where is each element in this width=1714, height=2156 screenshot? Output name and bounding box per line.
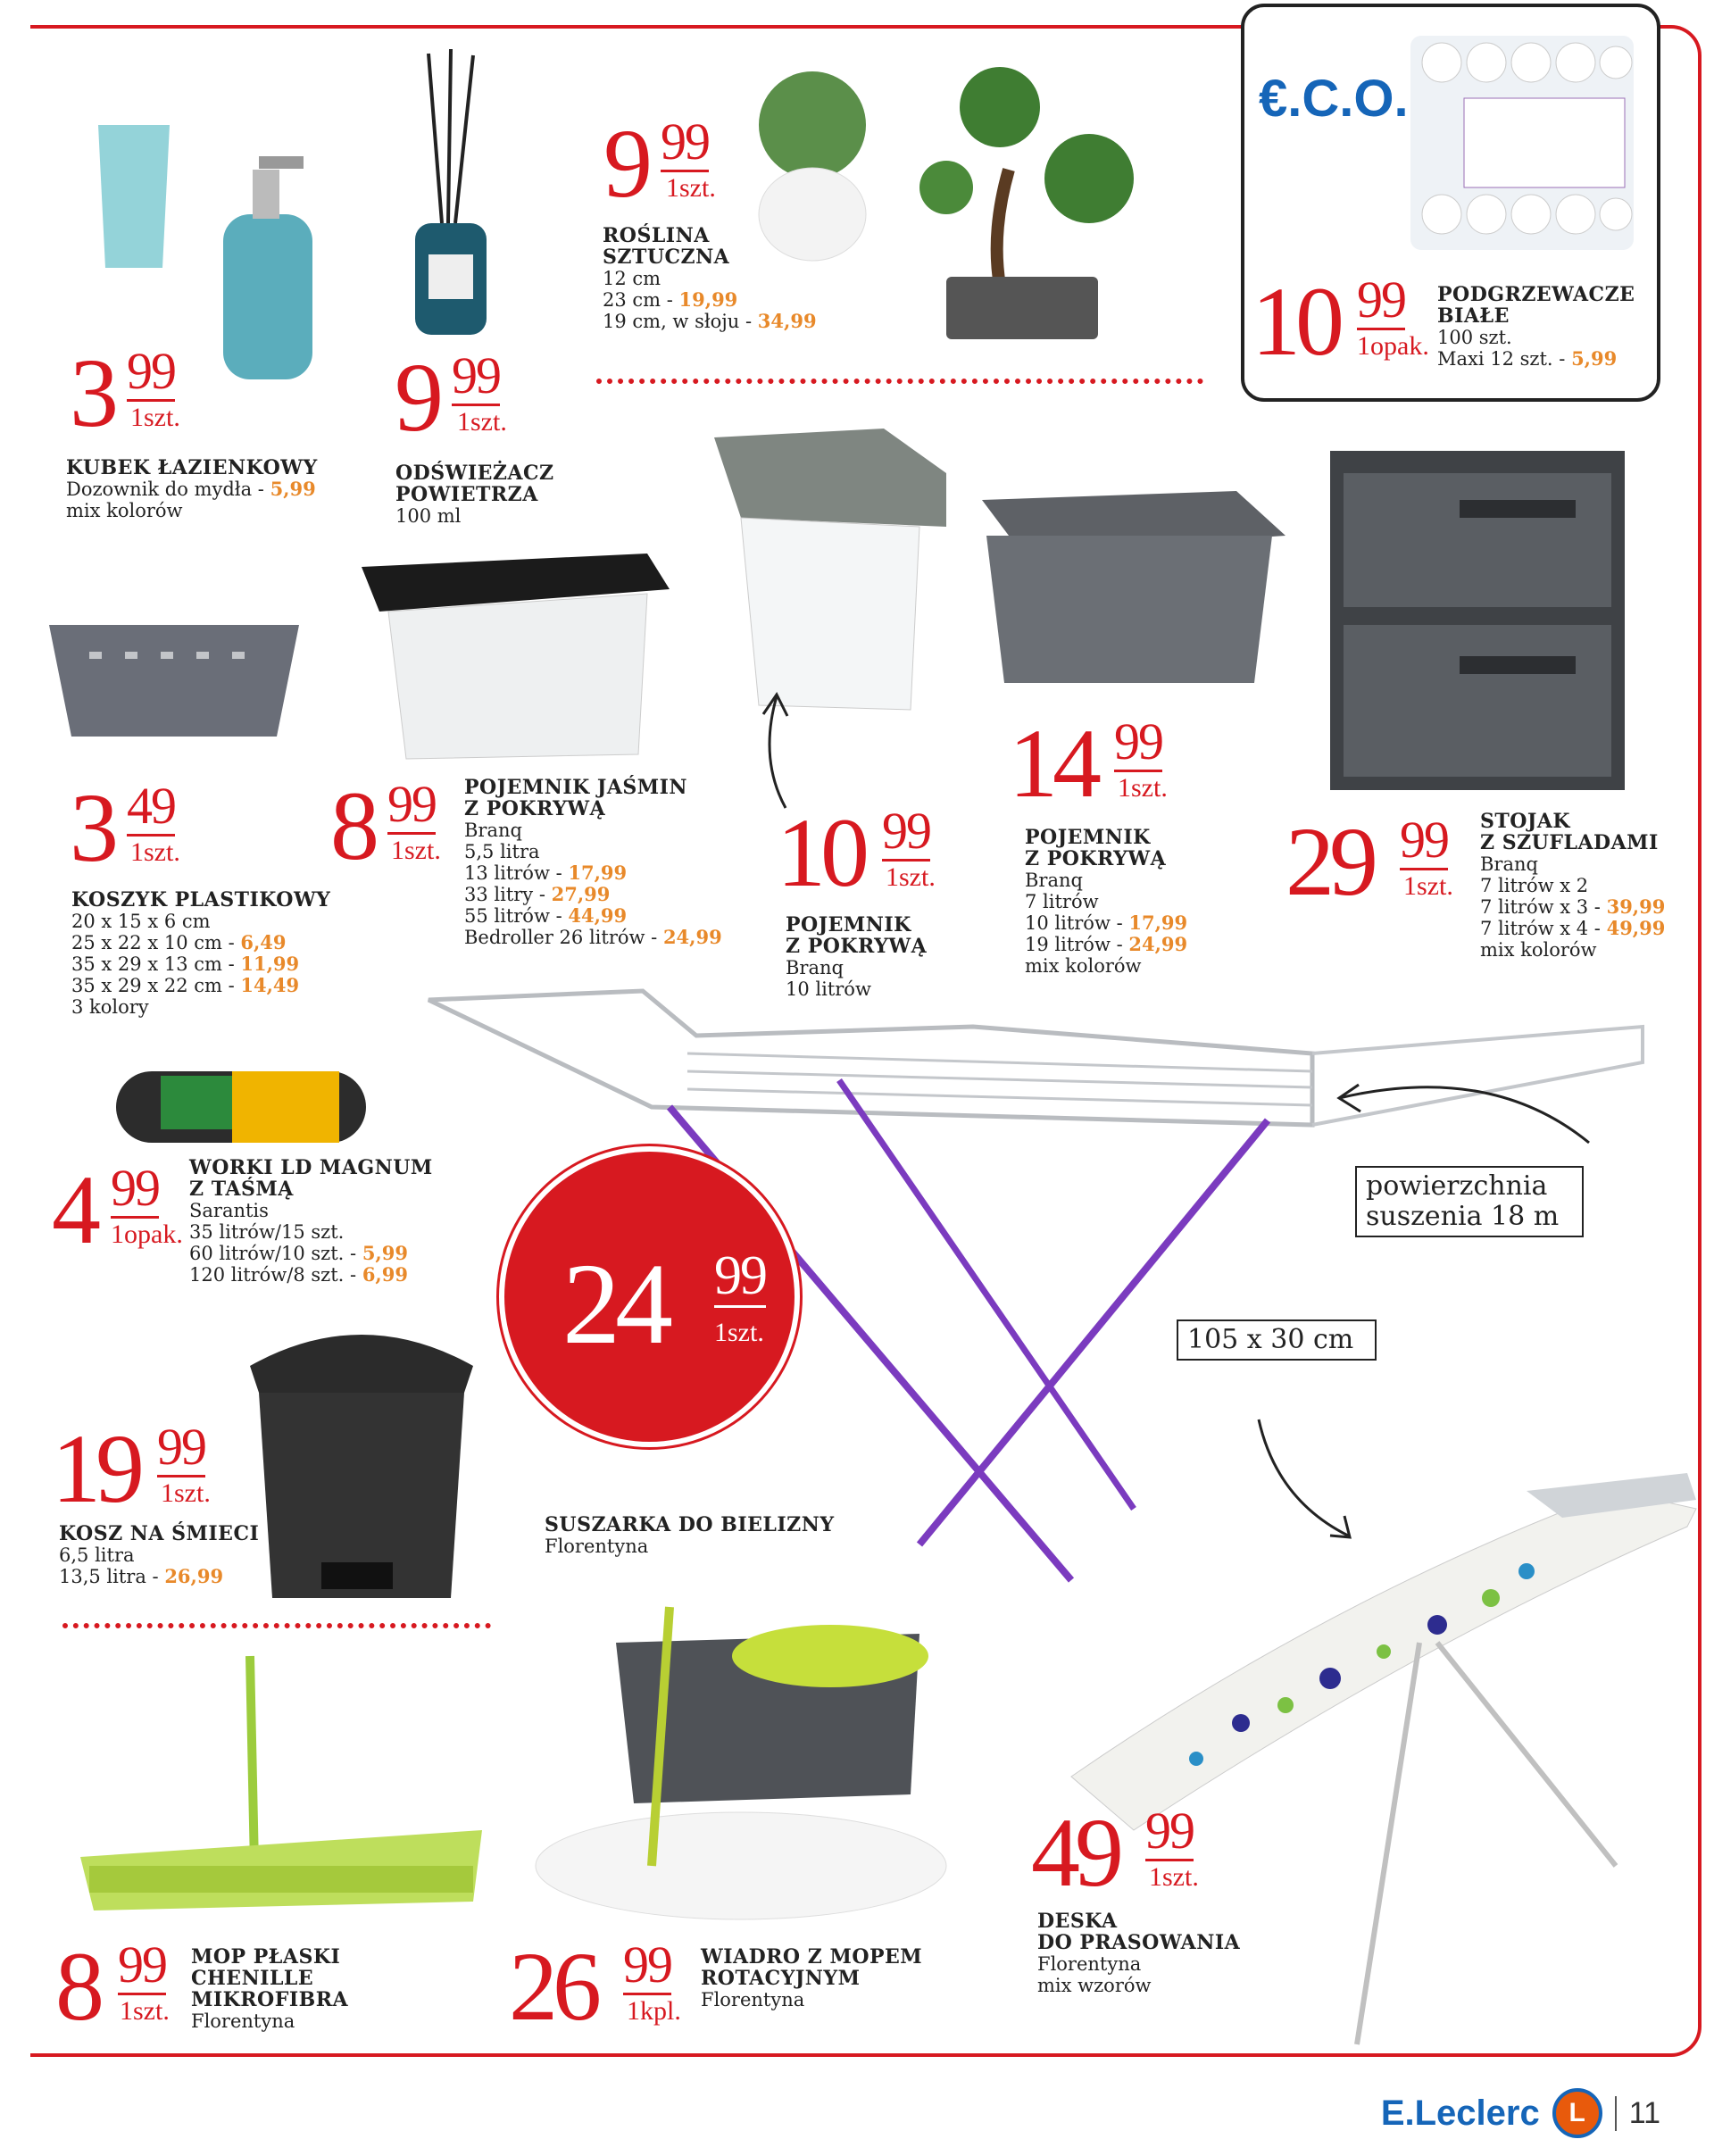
product-desc-line: Maxi 12 szt. - 5,99 [1437,347,1618,370]
jasmine-container-image [353,549,674,763]
product-desc-line: 13,5 litra - 26,99 [59,1565,224,1587]
product-desc-line: Florentyna [191,2010,295,2032]
product-desc-line: 19 cm, w słoju - 34,99 [603,310,817,332]
product-desc-line: Dozownik do mydła - 5,99 [66,478,316,500]
tealights-image [1250,27,1643,277]
spin-mop-bucket-image [527,1598,955,1937]
air-freshener-image [393,45,509,339]
divider-dotted-mid [62,1623,491,1628]
price-worki: 4 99 1opak. [52,1155,183,1264]
roslina-info [603,225,835,332]
product-title: POJEMNIK Z POKRYWĄ [1025,826,1167,870]
board-size-callout: 105 x 30 cm [1177,1319,1377,1361]
price-koszyk: 3 49 1szt. [70,773,180,882]
product-title: KOSZYK PLASTIKOWY [71,888,331,912]
price-suszarka: 24 99 1szt. [562,1240,766,1369]
flat-mop-image [71,1652,491,1919]
product-title: PODGRZEWACZE BIAŁE [1437,283,1635,328]
product-desc-line: 33 litry - 27,99 [464,883,611,905]
product-desc-line: Bedroller 26 litrów - 24,99 [464,926,722,948]
podgrzewacze-info [1437,284,1643,370]
price-odswiezacz: 9 99 1szt. [395,343,507,452]
deska-info [1037,1910,1269,1996]
product-desc-line: 7 litrów x 2 [1480,875,1589,896]
product-desc-line: 25 x 22 x 10 cm - 6,49 [71,931,287,953]
jasmin-info [464,777,732,948]
product-title: ODŚWIEŻACZ POWIETRZA [395,462,554,506]
product-desc-line: 3 kolory [71,996,149,1018]
price-deska: 49 99 1szt. [1031,1798,1199,1907]
page-number: 11 [1615,2096,1660,2131]
price-stojak: 29 99 1szt. [1286,807,1453,916]
product-desc-line: 19 litrów - 24,99 [1025,933,1188,955]
price-kubek: 3 99 1szt. [70,338,180,447]
arrow-down-icon [1250,1411,1366,1544]
product-desc-line: 100 szt. [1437,327,1512,348]
price-roslina: 9 99 1szt. [603,109,716,218]
product-title: POJEMNIK JAŚMIN Z POKRYWĄ [464,776,688,820]
koszyk-info [71,889,357,1018]
price-pojemnik10: 10 99 1szt. [777,798,936,907]
product-desc-line: Sarantis [189,1200,269,1221]
brand-footer [1381,2088,1660,2138]
product-desc-line: mix kolorów [1480,939,1597,961]
container-10l-image [705,420,955,714]
product-title: POJEMNIK Z POKRYWĄ [786,913,928,958]
product-title: KUBEK ŁAZIENKOWY [66,456,318,479]
product-desc-line: 5,5 litra [464,841,540,862]
product-desc-line: 6,5 litra [59,1544,135,1566]
plastic-basket-image [45,607,304,741]
price-wiadro: 26 99 1kpl. [509,1932,681,2041]
kosz-info [59,1523,291,1587]
product-desc-line: 120 litrów/8 szt. - 6,99 [189,1263,408,1286]
product-desc-line: 10 litrów - 17,99 [1025,912,1188,934]
product-desc-line: mix kolorów [66,500,183,521]
product-desc-line: 100 ml [395,505,462,527]
worki-info [189,1157,457,1286]
arrow-left-icon [1330,1071,1598,1152]
drawer-stand-image [1326,446,1629,795]
price-podgrzewacze: 10 99 1opak. [1252,267,1429,376]
drying-area-callout: powierzchnia suszenia 18 m [1355,1166,1584,1237]
container-7l-image [969,482,1290,687]
price-pojemnik7: 14 99 1szt. [1009,709,1168,818]
product-desc-line: mix kolorów [1025,955,1142,977]
product-title: SUSZARKA DO BIELIZNY [545,1513,835,1536]
price-jasmin: 8 99 1szt. [330,771,441,880]
product-desc-line: 13 litrów - 17,99 [464,862,628,884]
product-desc-line: Branq [1480,853,1538,875]
suszarka-info [545,1514,884,1557]
kubek-info [66,457,334,521]
arrow-up-icon [750,687,803,812]
product-desc-line: 7 litrów x 4 - 49,99 [1480,917,1666,939]
product-desc-line: Branq [1025,870,1083,891]
pojemnik7-info [1025,827,1221,977]
wiadro-info [701,1946,933,2010]
price-mop: 8 99 1szt. [55,1932,170,2041]
product-desc-line: 7 litrów [1025,891,1099,912]
product-title: WIADRO Z MOPEM ROTACYJNYM [701,1945,923,1990]
product-desc-line: 35 x 29 x 22 cm - 14,49 [71,974,300,996]
mop-info [191,1946,405,2032]
stojak-info [1480,811,1677,961]
product-desc-line: Florentyna [701,1989,805,2010]
product-desc-line: Branq [786,957,844,978]
eco-logo-text: €.C.O. [1259,70,1409,128]
product-title: KOSZ NA ŚMIECI [59,1522,260,1545]
pojemnik10-info [786,914,982,1000]
product-desc-line: Florentyna [545,1536,649,1557]
brand-logo-text: E.Leclerc [1380,2093,1540,2133]
product-desc-line: 10 litrów [786,978,871,1000]
product-title: DESKA DO PRASOWANIA [1037,1910,1241,1954]
brand-logo-icon: L [1552,2088,1602,2138]
odswiezacz-info [395,462,592,527]
product-desc-line: 60 litrów/10 szt. - 5,99 [189,1242,408,1264]
product-desc-line: 7 litrów x 3 - 39,99 [1480,895,1666,918]
product-desc-line: Branq [464,820,522,841]
product-desc-line: 55 litrów - 44,99 [464,904,628,927]
product-desc-line: 23 cm - 19,99 [603,288,738,311]
product-title: WORKI LD MAGNUM Z TAŚMĄ [189,1156,433,1201]
product-desc-line: Florentyna [1037,1953,1142,1975]
product-desc-line: mix wzorów [1037,1975,1152,1996]
product-title: ROŚLINA SZTUCZNA [603,224,730,269]
product-desc-line: 12 cm [603,268,661,289]
product-desc-line: 20 x 15 x 6 cm [71,911,211,932]
divider-dotted-top [596,379,1203,384]
trash-bags-image [107,1062,375,1152]
product-title: STOJAK Z SZUFLADAMI [1480,810,1659,854]
product-title: MOP PŁASKI CHENILLE MIKROFIBRA [191,1945,349,2011]
product-desc-line: 35 litrów/15 szt. [189,1221,345,1243]
product-desc-line: 35 x 29 x 13 cm - 11,99 [71,953,300,975]
price-kosz: 19 99 1szt. [52,1414,211,1523]
